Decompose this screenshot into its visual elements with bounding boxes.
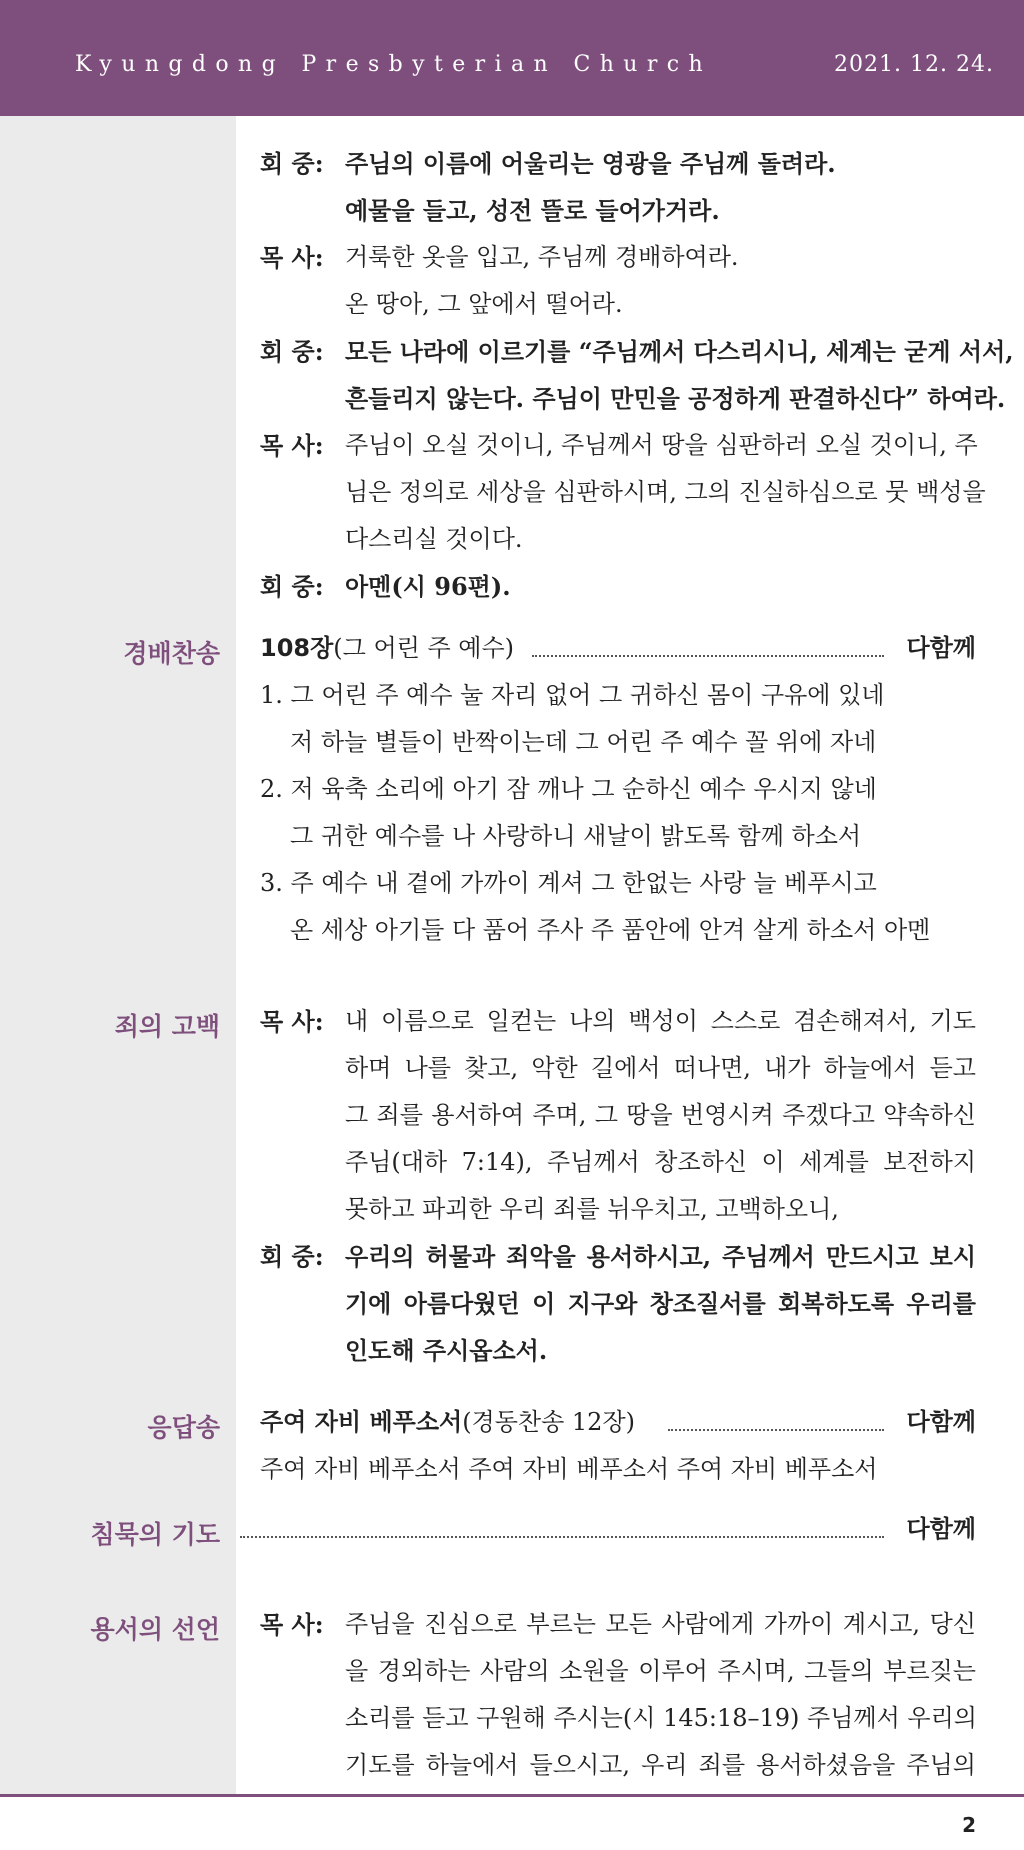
reading-line [260,422,976,469]
reading-text: 모든 나라에 이르기를 “주님께서 다스리시니, 세계는 굳게 서서, [345,337,1014,366]
reading-line [260,1139,976,1186]
reading-text: 주님(대하 7:14), 주님께서 창조하신 이 세계를 보전하지 [345,1148,976,1176]
reading-line [260,1601,976,1648]
reading-line [260,1327,976,1374]
church-name: Kyungdong Presbyterian Church [75,52,713,77]
leader-dots [532,655,884,657]
reading-line [260,1092,976,1139]
reading-text: 님은 정의로 세상을 심판하시며, 그의 진실하심으로 뭇 백성을 [345,478,986,506]
reading-text: 그 죄를 용서하여 주며, 그 땅을 번영시켜 주겠다고 약속하신 [345,1101,976,1129]
reading-text: 다스리실 것이다. [345,525,523,553]
silent-prayer-row [236,1506,976,1553]
reading-text: 내 이름으로 일컫는 나의 백성이 스스로 겸손해져서, 기도 [345,1007,976,1035]
speaker-label: 회 중: [260,337,324,366]
speaker-label: 회 중: [260,149,324,178]
reading-line [260,1186,976,1233]
footer-rule [0,1794,1024,1797]
response-song-heading [260,1399,976,1446]
speaker-label: 목 사: [260,1610,324,1639]
reading-line [260,563,976,610]
lyric-line: 주여 자비 베푸소서 주여 자비 베푸소서 주여 자비 베푸소서 [260,1455,878,1483]
hymn-number: 108장 [260,634,334,662]
reading-text: 온 땅아, 그 앞에서 떨어라. [345,290,623,318]
section-label-silent-prayer: 침묵의 기도 [90,1520,220,1549]
leader-dots [240,1536,884,1538]
together-label: 다함께 [906,1515,976,1543]
reading-line [260,140,976,187]
reading-text: 주님이 오실 것이니, 주님께서 땅을 심판하러 오실 것이니, 주 [345,431,978,459]
response-song-title: 주여 자비 베푸소서(경동찬송 12장) [260,1408,636,1436]
lyric-line: 1. 그 어린 주 예수 눌 자리 없어 그 귀하신 몸이 구유에 있네 [260,681,885,709]
reading-line [260,1695,976,1742]
section-label-confession: 죄의 고백 [114,1012,220,1041]
speaker-label: 회 중: [260,572,324,601]
leader-dots [668,1429,884,1431]
reading-text: 기에 아름다웠던 이 지구와 창조질서를 회복하도록 우리를 [345,1289,976,1318]
reading-line [260,1742,976,1789]
header-bar [0,0,1024,116]
lyric-line: 그 귀한 예수를 나 사랑하니 새날이 밝도록 함께 하소서 [290,822,862,850]
reading-line [260,1648,976,1695]
speaker-label: 회 중: [260,1242,324,1271]
reading-text: 예물을 들고, 성전 뜰로 들어가거라. [345,196,720,225]
page-number: 2 [962,1813,976,1837]
reading-text: 을 경외하는 사람의 소원을 이루어 주시며, 그들의 부르짖는 [345,1657,976,1685]
reading-line [260,998,976,1045]
section-label-absolution: 용서의 선언 [90,1615,220,1644]
reading-line [260,281,976,328]
reading-text: 흔들리지 않는다. 주님이 만민을 공정하게 판결하신다” 하여라. [345,384,1006,413]
reading-line [260,234,976,281]
hymn-heading [260,625,976,672]
speaker-label: 목 사: [260,243,324,272]
reading-line [260,1045,976,1092]
reading-line [260,1233,976,1280]
reading-line [260,469,986,516]
reading-line [260,516,976,563]
section-label-response-song: 응답송 [147,1413,220,1442]
together-label: 다함께 [906,634,976,662]
reading-text: 기도를 하늘에서 들으시고, 우리 죄를 용서하셨음을 주님의 [345,1751,976,1779]
section-label-worship-hymn: 경배찬송 [123,639,220,668]
hymn-name: (그 어린 주 예수) [333,634,515,662]
reading-line [260,187,976,234]
together-label: 다함께 [906,1408,976,1436]
reading-line [260,328,1014,375]
reading-text: 주님의 이름에 어울리는 영광을 주님께 돌려라. [345,149,836,178]
reading-text: 하며 나를 찾고, 악한 길에서 떠나면, 내가 하늘에서 듣고 [345,1054,976,1082]
reading-text: 못하고 파괴한 우리 죄를 뉘우치고, 고백하오니, [345,1195,839,1223]
reading-text: 아멘(시 96편). [345,572,511,601]
reading-text: 거룩한 옷을 입고, 주님께 경배하여라. [345,243,739,271]
speaker-label: 목 사: [260,1007,324,1036]
lyric-line: 온 세상 아기들 다 품어 주사 주 품안에 안겨 살게 하소서 아멘 [290,916,931,944]
speaker-label: 목 사: [260,431,324,460]
reading-line [260,375,1006,422]
lyric-line: 2. 저 육축 소리에 아기 잠 깨나 그 순하신 예수 우시지 않네 [260,775,877,803]
lyric-line: 저 하늘 별들이 반짝이는데 그 어린 주 예수 꼴 위에 자네 [290,728,877,756]
reading-text: 우리의 허물과 죄악을 용서하시고, 주님께서 만드시고 보시 [345,1242,976,1271]
reading-text: 주님을 진심으로 부르는 모든 사람에게 가까이 계시고, 당신 [345,1610,976,1638]
reading-text: 소리를 듣고 구원해 주시는(시 145:18–19) 주님께서 우리의 [345,1704,977,1732]
reading-line [260,1280,976,1327]
lyric-line: 3. 주 예수 내 곁에 가까이 계셔 그 한없는 사랑 늘 베푸시고 [260,869,877,897]
bulletin-date: 2021. 12. 24. [834,52,994,77]
hymn-title [260,625,514,672]
reading-text: 인도해 주시옵소서. [345,1336,548,1365]
